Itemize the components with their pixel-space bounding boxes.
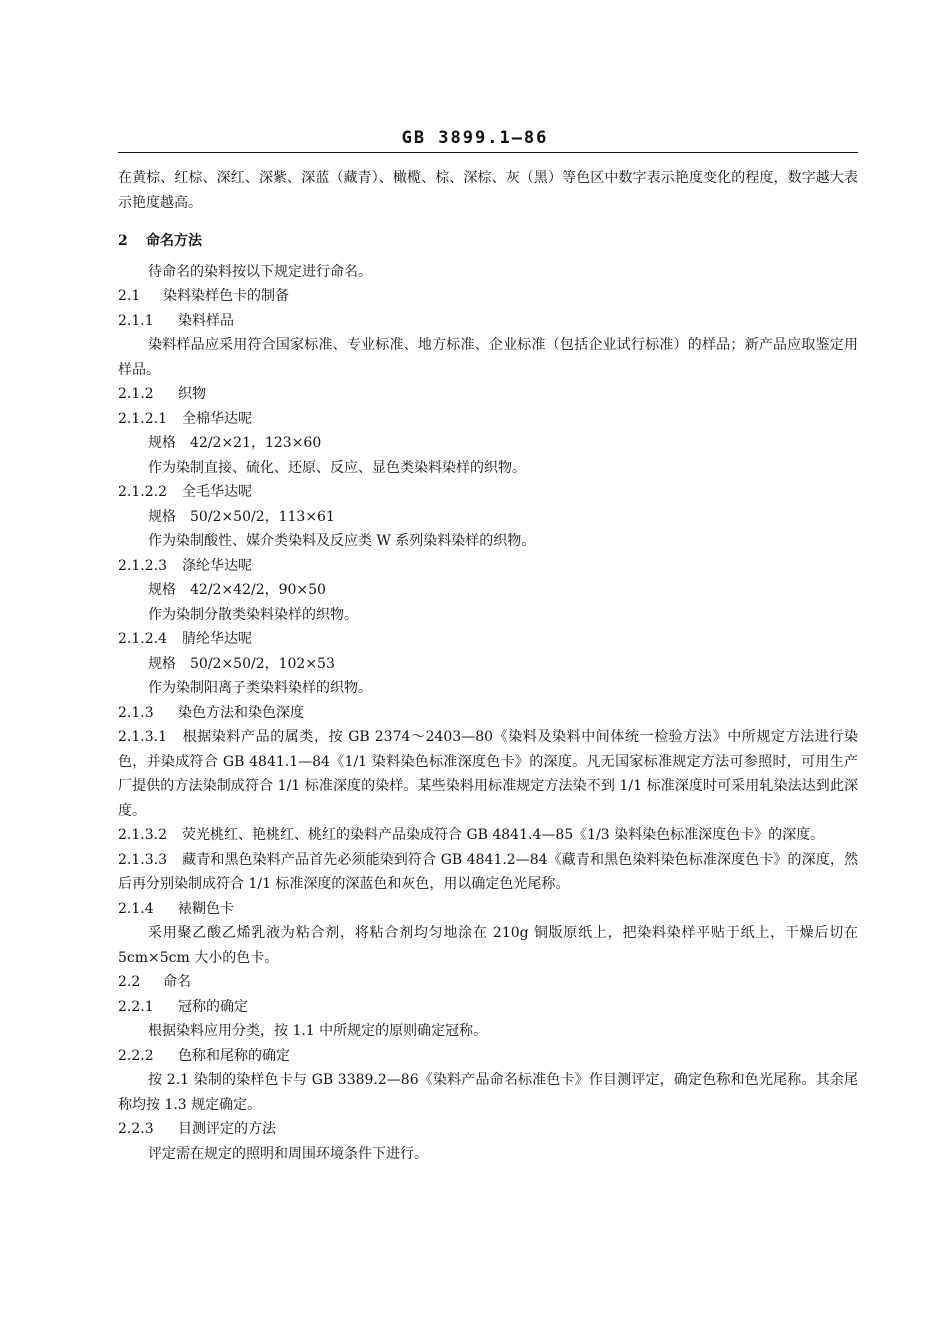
- paragraph: 待命名的染料按以下规定进行命名。: [148, 263, 372, 280]
- section-heading: [118, 701, 858, 726]
- section-title: 全棉华达呢: [182, 410, 252, 427]
- section-number: 2.1.4: [118, 900, 154, 917]
- section-title: 裱糊色卡: [178, 900, 234, 917]
- paragraph-numbered: [118, 725, 858, 823]
- section-number: 2.1.3: [118, 704, 154, 721]
- section-heading: [118, 382, 858, 407]
- section-heading: [118, 284, 858, 309]
- section-title: 涤纶华达呢: [182, 557, 252, 574]
- section-heading: [118, 407, 858, 432]
- section-number: 2.2: [118, 974, 141, 990]
- section-title: 染料样品: [178, 312, 234, 329]
- section-number: 2.1.3.1: [118, 729, 167, 745]
- section-heading: [118, 1117, 858, 1142]
- section-title: 染色方法和染色深度: [178, 704, 304, 721]
- section-heading: [118, 554, 858, 579]
- section-number: 2.2.3: [118, 1121, 154, 1137]
- section-number: 2.1: [118, 288, 141, 304]
- section-heading: [118, 480, 858, 505]
- paragraph: 作为染制直接、硫化、还原、反应、显色类染料染样的织物。: [148, 459, 526, 476]
- header-rule: [118, 152, 858, 153]
- section-number: 2.2.2: [118, 1047, 154, 1064]
- spec-line: 规格 42/2×21，123×60: [148, 435, 322, 451]
- section-heading: [118, 627, 858, 652]
- paragraph-text: 荧光桃红、艳桃红、桃红的染料产品染成符合 GB 4841.4—85《1/3 染料染色标准深度色卡》的深度。: [182, 827, 825, 843]
- paragraph-text: 根据染料产品的属类，按 GB 2374～2403—80《染料及染料中间体统一检验方法》中所规定方法进行染色，并染成符合 GB 4841.1—84《1/1 染料染色标准深度色卡》的深度。凡无国家标准规定方法可参照时，可用生产厂提供的方法染制成符合 1/1 标准深度的染样。某些染料用标准规定方法染不到 1/1 标准深度时可采用轧染法达到此深度。: [118, 729, 858, 819]
- section-title: 全毛华达呢: [182, 484, 252, 500]
- paragraph: 采用聚乙酸乙烯乳液为粘合剂，将粘合剂均匀地涂在 210g 铜版原纸上，把染料染样平贴于纸上，干燥后切在 5cm×5cm 大小的色卡。: [118, 925, 858, 966]
- section-title: 染料染样色卡的制备: [163, 288, 289, 304]
- section-title: 织物: [178, 386, 206, 402]
- section-title: 命名方法: [146, 233, 202, 249]
- paragraph: 作为染制分散类染料染样的织物。: [148, 606, 358, 623]
- section-number: 2.1.2: [118, 386, 154, 402]
- document-header-code: GB 3899.1—86: [401, 128, 549, 148]
- section-title: 色称和尾称的确定: [178, 1047, 290, 1064]
- section-number: 2.1.1: [118, 312, 154, 329]
- paragraph-text: 藏青和黑色染料产品首先必须能染到符合 GB 4841.2—84《藏青和黑色染料染色标准深度色卡》的深度，然后再分别染制成符合 1/1 标准深度的深蓝色和灰色，用以确定色光尾称。: [118, 851, 858, 892]
- spec-line: 规格 42/2×42/2，90×50: [148, 582, 326, 598]
- section-number: 2.1.2.2: [118, 484, 167, 500]
- section-heading: [118, 897, 858, 922]
- section-title: 腈纶华达呢: [182, 631, 252, 647]
- section-title: 目测评定的方法: [178, 1121, 276, 1137]
- section-number: 2.1.2.3: [118, 557, 167, 574]
- section-title: 命名: [163, 974, 191, 990]
- spec-line: 规格 50/2×50/2，113×61: [148, 508, 335, 525]
- paragraph: 作为染制酸性、媒介类染料及反应类 W 系列染料染样的织物。: [148, 533, 536, 549]
- section-heading: [118, 970, 858, 995]
- section-heading: [118, 1044, 858, 1069]
- paragraph-numbered: [118, 823, 858, 848]
- section-number: 2.2.1: [118, 998, 154, 1015]
- paragraph: 按 2.1 染制的染样色卡与 GB 3389.2—86《染料产品命名标准色卡》作目测评定，确定色称和色光尾称。其余尾称均按 1.3 规定确定。: [118, 1072, 858, 1113]
- paragraph: 作为染制阳离子类染料染样的织物。: [148, 680, 372, 696]
- paragraph: 根据染料应用分类，按 1.1 中所规定的原则确定冠称。: [148, 1023, 488, 1039]
- section-2-heading: [118, 229, 858, 254]
- document-body: [118, 166, 858, 1166]
- paragraph: 评定需在规定的照明和周围环境条件下进行。: [148, 1145, 428, 1162]
- section-number: 2.1.3.3: [118, 851, 167, 868]
- paragraph-numbered: [118, 848, 858, 897]
- section-number: 2.1.2.4: [118, 631, 167, 647]
- spec-line: 规格 50/2×50/2，102×53: [148, 655, 335, 672]
- section-number: 2: [118, 233, 128, 249]
- paragraph-intro: 在黄棕、红棕、深红、深紫、深蓝（藏青）、橄榄、棕、深棕、灰（黑）等色区中数字表示艳度变化的程度，数字越大表示艳度越高。: [118, 170, 858, 211]
- section-heading: [118, 309, 858, 334]
- section-number: 2.1.2.1: [118, 410, 167, 427]
- section-title: 冠称的确定: [178, 998, 248, 1015]
- section-heading: [118, 995, 858, 1020]
- section-number: 2.1.3.2: [118, 827, 167, 843]
- paragraph: 染料样品应采用符合国家标准、专业标准、地方标准、企业标准（包括企业试行标准）的样品；新产品应取鉴定用样品。: [118, 337, 858, 378]
